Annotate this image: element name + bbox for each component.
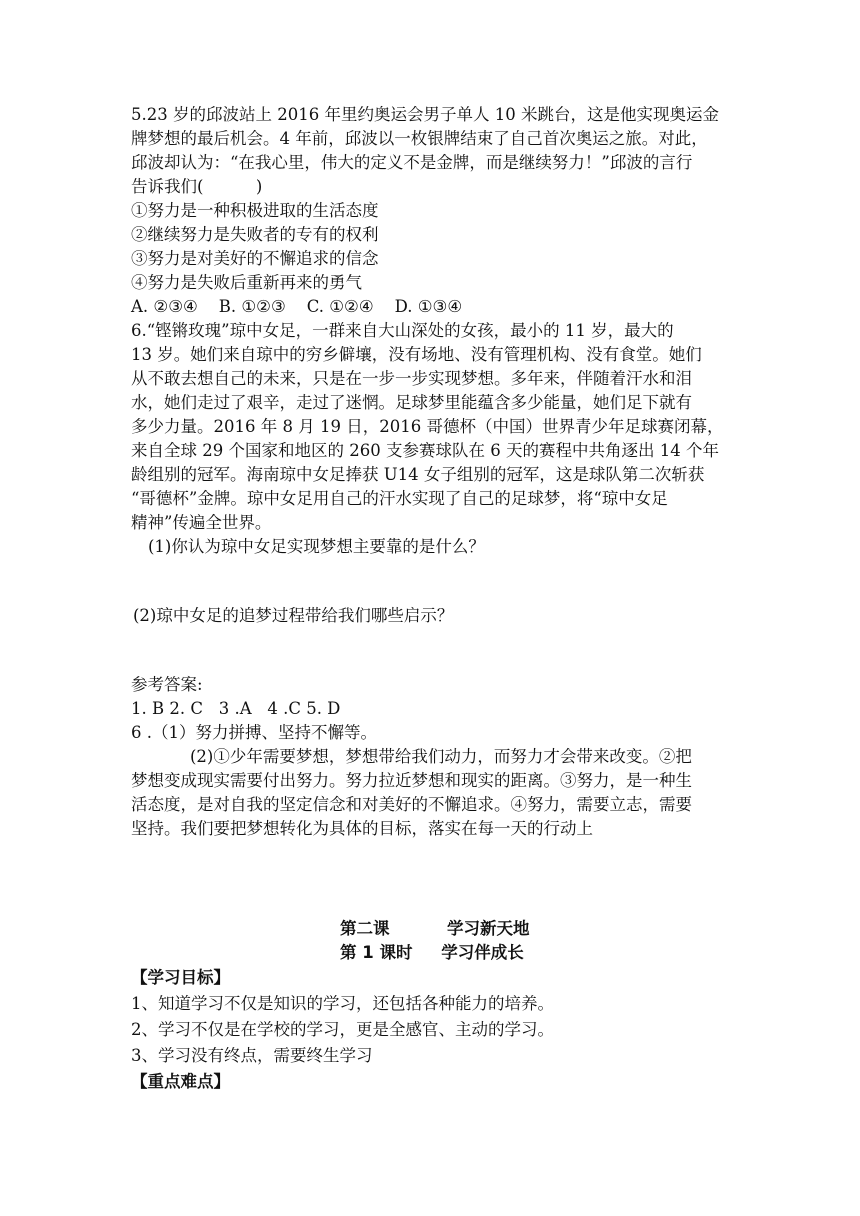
- q5-line-3: 邱波却认为：“在我心里，伟大的定义不是金牌，而是继续努力！”邱波的言行: [131, 153, 693, 172]
- q5-option-2: ②继续努力是失败者的专有的权利: [131, 225, 379, 244]
- lesson-subtitle: 第 1 课时 学习伴成长: [340, 943, 524, 962]
- q5-choices: A. ②③④ B. ①②③ C. ①②④ D. ①③④: [131, 297, 463, 316]
- goals-heading: 【学习目标】: [131, 968, 230, 987]
- answers-line-4: 梦想变成现实需要付出努力。努力拉近梦想和现实的距离。③努力，是一种生: [131, 771, 692, 790]
- q6-line-3: 从不敢去想自己的未来，只是在一步一步实现梦想。多年来，伴随着汗水和泪: [131, 369, 692, 388]
- q6-line-4: 水，她们走过了艰辛，走过了迷惘。足球梦里能蕴含多少能量，她们足下就有: [131, 393, 692, 412]
- q5-line-1: 5.23 岁的邱波站上 2016 年里约奥运会男子单人 10 米跳台，这是他实现奥运金: [131, 105, 719, 124]
- answers-line-5: 活态度，是对自我的坚定信念和对美好的不懈追求。④努力，需要立志，需要: [131, 795, 692, 814]
- q6-subquestion-2: (2)琼中女足的追梦过程带给我们哪些启示？: [133, 606, 454, 625]
- q6-line-9: 精神”传遍全世界。: [131, 513, 272, 532]
- answers-line-2: 6 .（1）努力拼搏、坚持不懈等。: [131, 723, 377, 742]
- q5-option-1: ①努力是一种积极进取的生活态度: [131, 201, 379, 220]
- q6-line-8: “哥德杯”金牌。琼中女足用自己的汗水实现了自己的足球梦，将“琼中女足: [131, 489, 668, 508]
- answers-heading: 参考答案:: [131, 675, 203, 694]
- q5-line-4: 告诉我们( ): [131, 177, 263, 196]
- q6-subquestion-1: (1)你认为琼中女足实现梦想主要靠的是什么？: [148, 537, 485, 556]
- q6-line-2: 13 岁。她们来自琼中的穷乡僻壤，没有场地、没有管理机构、没有食堂。她们: [131, 345, 702, 364]
- answers-line-3: (2)①少年需要梦想，梦想带给我们动力，而努力才会带来改变。②把: [190, 747, 692, 766]
- q6-line-1: 6.“铿锵玫瑰”琼中女足，一群来自大山深处的女孩，最小的 11 岁，最大的: [131, 321, 674, 340]
- q5-option-3: ③努力是对美好的不懈追求的信念: [131, 249, 379, 268]
- q6-line-6: 来自全球 29 个国家和地区的 260 支参赛球队在 6 天的赛程中共角逐出 14 个年: [131, 441, 719, 460]
- lesson-title: 第二课 学习新天地: [340, 919, 530, 938]
- key-points-heading: 【重点难点】: [131, 1072, 230, 1091]
- q5-option-4: ④努力是失败后重新再来的勇气: [131, 273, 362, 292]
- q6-line-7: 龄组别的冠军。海南琼中女足捧获 U14 女子组别的冠军，这是球队第二次斩获: [131, 465, 705, 484]
- goal-item-3: 3、学习没有终点，需要终生学习: [131, 1046, 373, 1065]
- goal-item-2: 2、学习不仅是在学校的学习，更是全感官、主动的学习。: [131, 1020, 554, 1039]
- q6-line-5: 多少力量。2016 年 8 月 19 日，2016 哥德杯（中国）世界青少年足球赛闭幕，: [131, 417, 724, 436]
- answers-line-1: 1. B 2. C 3 .A 4 .C 5. D: [131, 699, 341, 718]
- q5-line-2: 牌梦想的最后机会。4 年前，邱波以一枚银牌结束了自己首次奥运之旅。对此，: [131, 129, 708, 148]
- goal-item-1: 1、知道学习不仅是知识的学习，还包括各种能力的培养。: [131, 994, 554, 1013]
- answers-line-6: 坚持。我们要把梦想转化为具体的目标，落实在每一天的行动上: [131, 819, 593, 838]
